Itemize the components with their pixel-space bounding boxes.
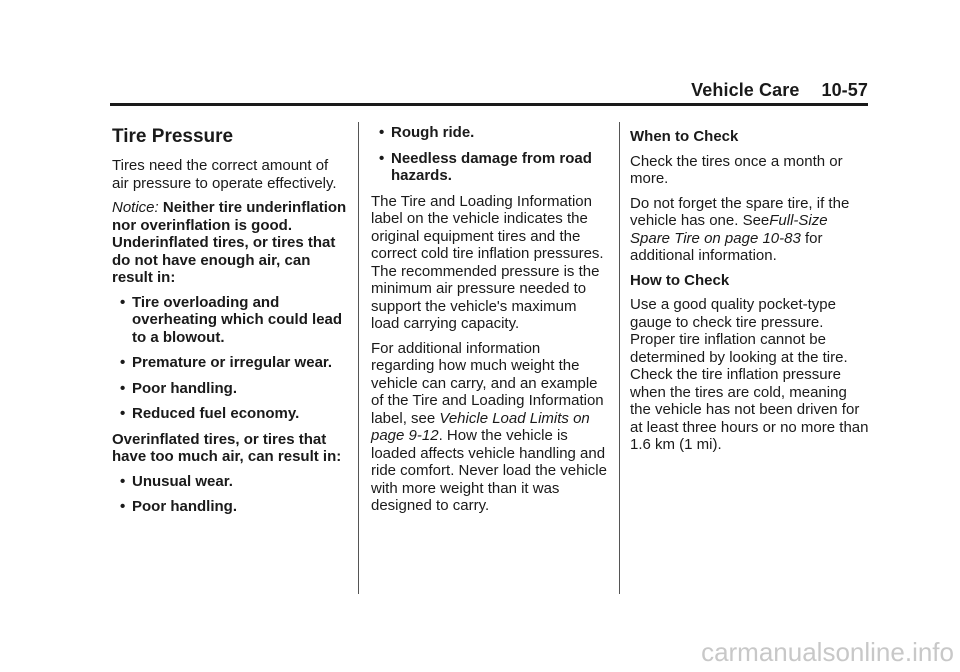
watermark: carmanualsonline.info [701,637,954,667]
list-item: • Rough ride. [391,124,607,142]
load-info-paragraph [371,340,607,515]
list-item: • Tire overloading and overheating which could lead to a blowout. [132,294,348,347]
list-item: • Reduced fuel economy. [132,405,348,423]
column-divider-1 [358,122,359,594]
intro-paragraph: Tires need the correct amount of air pressure to operate effectively. [112,157,337,192]
list-item: • Premature or irregular wear. [132,354,348,372]
notice-label: Notice: [112,199,159,216]
load-limits-link[interactable]: Vehicle Load Limits on page 9-12 [371,409,590,444]
when-paragraph-1: Check the tires once a month or more. [630,152,843,187]
overinflation-list [112,473,348,516]
tire-label-paragraph: The Tire and Loading Information label on the vehicle indicates the original equipment tires and the correct cold tire inflation pressures. The recommended pressure is the minimum air pressure needed to support the vehicle's maximum load carrying capacity. [371,192,604,332]
section-title: Vehicle Care [691,80,800,100]
column-divider-2 [619,122,620,594]
when-to-check-heading: When to Check [630,128,739,145]
underinflation-list [112,294,348,423]
spare-tire-link[interactable]: Full-Size Spare Tire on page 10-83 [630,212,828,247]
overinflation-list-continued [371,124,607,185]
list-item: • Poor handling. [132,380,348,398]
column-2 [371,124,607,522]
notice-paragraph [112,199,348,287]
load-info-text-b: . How the vehicle is loaded affects vehicle handling and ride comfort. Never load the vehicle with more weight than it was designed to carry. [371,427,607,514]
when-paragraph-2 [630,195,870,265]
overinflation-paragraph: Overinflated tires, or tires that have too much air, can result in: [112,430,342,465]
list-item: • Poor handling. [132,498,348,516]
when-text-b: for additional information. [630,229,823,264]
list-item: • Unusual wear. [132,473,348,491]
list-item: • Needless damage from road hazards. [391,150,607,185]
notice-text: Neither tire underinflation nor overinflation is good. Underinflated tires, or tires that do not have enough air, can result in: [112,199,347,286]
section-heading: Tire Pressure [112,126,234,147]
how-paragraph: Use a good quality pocket-type gauge to check tire pressure. Proper tire inflation cannot be determined by looking at the tire. Check the tire inflation pressure when the tires are cold, meaning the vehicle has not been driven for at least three hours or no more than 1.6 km (1 mi). [630,296,869,453]
page-header [691,80,868,101]
header-rule [110,103,868,106]
load-info-text-a: For additional information regarding how much weight the vehicle can carry, and an example of the Tire and Loading Information label, see [371,339,604,427]
page-number: 10-57 [821,80,868,100]
column-3 [630,128,870,461]
how-to-check-heading: How to Check [630,271,730,289]
when-text-a: Do not forget the spare tire, if the vehicle has one. See [630,194,850,229]
column-1 [112,126,348,524]
